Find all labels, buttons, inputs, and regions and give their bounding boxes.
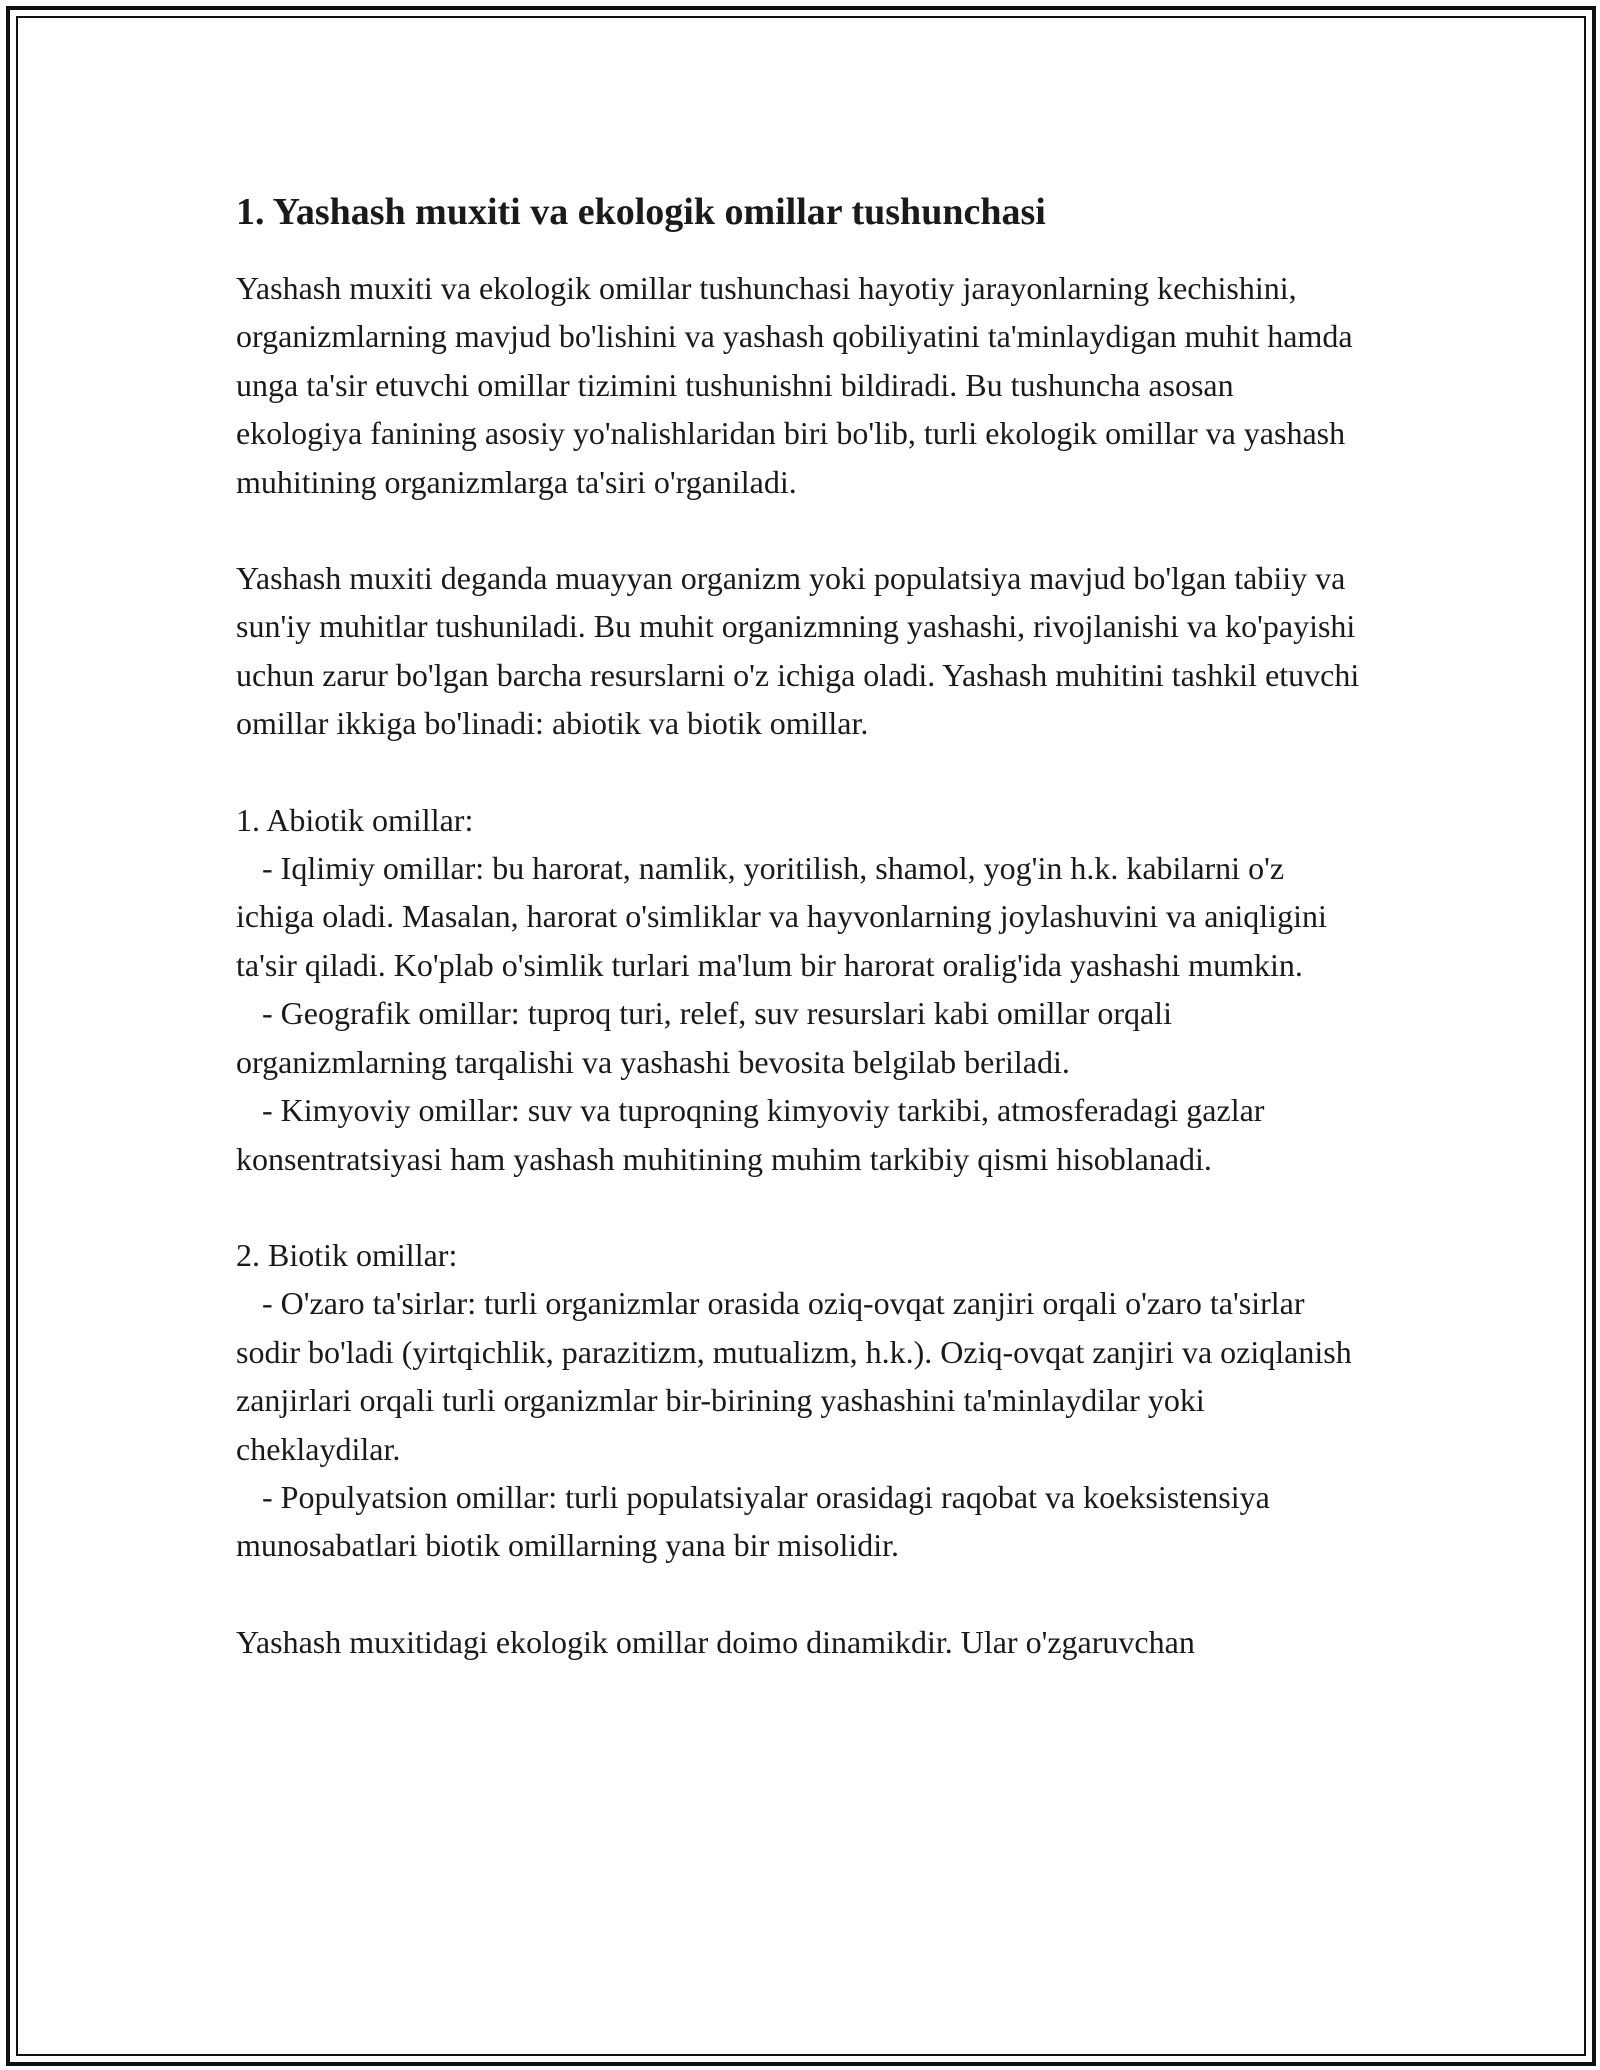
biotic-population-item: - Populyatsion omillar: turli populatsiyalar orasidagi raqobat va koeksistensiya munosabatlari biotik omillarning yana bir misolidir. [236,1478,1270,1564]
biotic-factors-heading: 2. Biotik omillar: [236,1236,458,1273]
abiotic-geographic-item: - Geografik omillar: tuproq turi, relef, suv resurslari kabi omillar orqali organizmlarning tarqalishi va yashashi bevosita belgilab beriladi. [236,995,1172,1080]
document-body [236,186,1366,1714]
paragraph-closing: Yashash muxitidagi ekologik omillar doimo dinamikdir. Ular o'zgaruvchan [236,1623,1195,1660]
paragraph-habitat-definition: Yashash muxiti deganda muayyan organizm yoki populatsiya mavjud bo'lgan tabiiy va sun'iy muhitlar tushuniladi. Bu muhit organizmning yashashi, rivojlanishi va ko'payishi uchun zarur bo'lgan barcha resurslarni o'z ichiga oladi. Yashash muhitini tashkil etuvchi omillar ikkiga bo'linadi: abiotik va biotik omillar. [236,560,1360,742]
document-title: 1. Yashash muxiti va ekologik omillar tushunchasi [236,191,1046,233]
biotic-factors-section [236,1231,1366,1570]
paragraph-intro: Yashash muxiti va ekologik omillar tushunchasi hayotiy jarayonlarning kechishini, organizmlarning mavjud bo'lishini va yashash qobiliyatini ta'minlaydigan muhit hamda unga ta'sir etuvchi omillar tizimini tushunishni bildiradi. Bu tushuncha asosan ekologiya fanining asosiy yo'nalishlaridan biri bo'lib, turli ekologik omillar va yashash muhitining organizmlarga ta'siri o'rganiladi. [236,270,1353,500]
abiotic-factors-section [236,796,1366,1183]
abiotic-factors-heading: 1. Abiotik omillar: [236,801,474,838]
abiotic-chemical-item: - Kimyoviy omillar: suv va tuproqning kimyoviy tarkibi, atmosferadagi gazlar konsentratsiyasi ham yashash muhitining muhim tarkibiy qismi hisoblanadi. [236,1092,1265,1177]
biotic-interactions-item: - O'zaro ta'sirlar: turli organizmlar orasida oziq-ovqat zanjiri orqali o'zaro ta'sirlar sodir bo'ladi (yirtqichlik, parazitizm, mutualizm, h.k.). Oziq-ovqat zanjiri va oziqlanish zanjirlari orqali turli organizmlar bir-birining yashashini ta'minlaydilar yoki cheklaydilar. [236,1285,1352,1467]
abiotic-climatic-item: - Iqlimiy omillar: bu harorat, namlik, yoritilish, shamol, yog'in h.k. kabilarni o'z ichiga oladi. Masalan, harorat o'simliklar va hayvonlarning joylashuvini va aniqligini ta'sir qiladi. Ko'plab o'simlik turlari ma'lum bir harorat oralig'ida yashashi mumkin. [236,850,1327,983]
